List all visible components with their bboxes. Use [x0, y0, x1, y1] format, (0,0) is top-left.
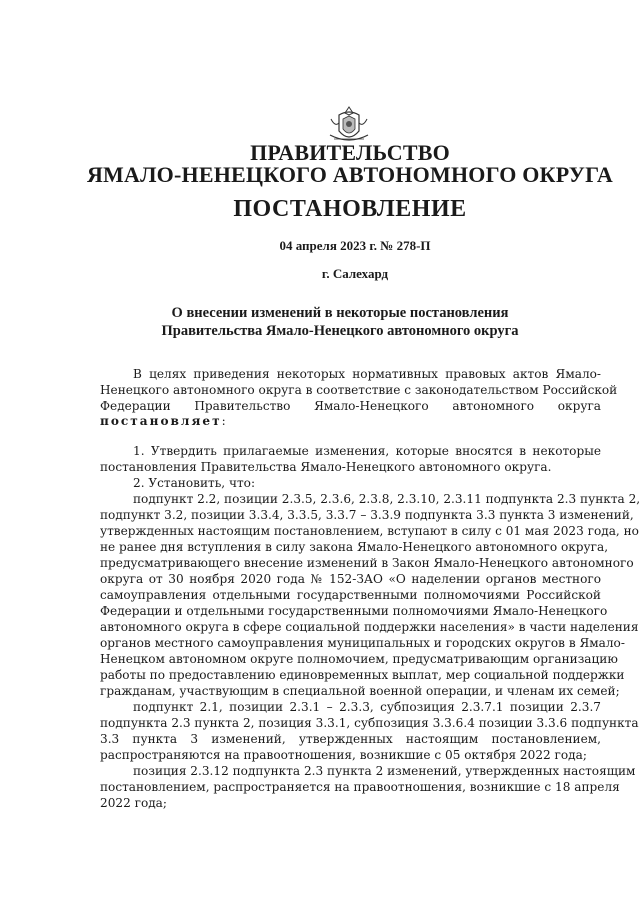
- resolves-word: постановляет: [100, 414, 222, 428]
- intro-line: Ненецкого автономного округа в соответствие с законодательством Российской: [100, 383, 618, 397]
- point-2-line: 2. Установить, что:: [133, 476, 256, 490]
- intro-line: Федерации Правительство Ямало-Ненецкого автономного округа: [100, 399, 601, 413]
- point-1-line: 1. Утвердить прилагаемые изменения, которые вносятся в некоторые: [133, 444, 601, 458]
- resolves-line: [100, 414, 226, 429]
- paragraph-3-line: органов местного самоуправления муниципальных и городских округов в Ямало-: [100, 636, 625, 650]
- paragraph-3-line: автономного округа в сфере социальной поддержки населения» в части наделения: [100, 620, 639, 634]
- paragraph-5-line: постановлением, распространяется на правоотношения, возникшие с 18 апреля: [100, 780, 620, 794]
- subject-line-1: О внесении изменений в некоторые постановления: [171, 305, 509, 321]
- paragraph-3-line: работы по предоставлению единовременных выплат, мер социальной поддержки: [100, 668, 625, 682]
- paragraph-5-line: 2022 года;: [100, 796, 167, 810]
- paragraph-3-line: предусматривающего внесение изменений в Закон Ямало-Ненецкого автономного: [100, 556, 634, 570]
- paragraph-4-line: распространяются на правоотношения, возникшие с 05 октября 2022 года;: [100, 748, 587, 762]
- document-type-title: ПОСТАНОВЛЕНИЕ: [233, 196, 467, 222]
- yamal-coat-of-arms-icon: [326, 105, 372, 145]
- paragraph-3-line: Федерации и отдельными государственными полномочиями Ямало-Ненецкого: [100, 604, 608, 618]
- paragraph-3-line: Ненецком автономном округе полномочием, предусматривающим организацию: [100, 652, 618, 666]
- document-date-number: 04 апреля 2023 г. № 278-П: [279, 238, 431, 253]
- paragraph-3-line: подпункт 3.2, позиции 3.3.4, 3.3.5, 3.3.7 – 3.3.9 подпункта 3.3 пункта 3 изменений,: [100, 508, 634, 522]
- paragraph-4-line: подпункта 2.3 пункта 2, позиция 3.3.1, субпозиция 3.3.6.4 позиции 3.3.6 подпункта: [100, 716, 639, 730]
- paragraph-5-line: позиция 2.3.12 подпункта 2.3 пункта 2 изменений, утвержденных настоящим: [133, 764, 636, 778]
- point-1-line: постановления Правительства Ямало-Ненецкого автономного округа.: [100, 460, 552, 474]
- paragraph-4-line: подпункт 2.1, позиции 2.3.1 – 2.3.3, субпозиция 2.3.7.1 позиции 2.3.7: [133, 700, 601, 714]
- paragraph-3-line: округа от 30 ноября 2020 года № 152-ЗАО «О наделении органов местного: [100, 572, 601, 586]
- intro-line: В целях приведения некоторых нормативных правовых актов Ямало-: [133, 367, 601, 381]
- paragraph-3-line: гражданам, участвующим в специальной военной операции, и членам их семей;: [100, 684, 620, 698]
- paragraph-3-line: не ранее дня вступления в силу закона Ямало-Ненецкого автономного округа,: [100, 540, 609, 554]
- document-city: г. Салехард: [321, 266, 389, 281]
- subject-line-2: Правительства Ямало-Ненецкого автономного округа: [161, 323, 519, 339]
- government-name-line1: ПРАВИТЕЛЬСТВО: [250, 140, 450, 165]
- paragraph-3-line: подпункт 2.2, позиции 2.3.5, 2.3.6, 2.3.8, 2.3.10, 2.3.11 подпункта 2.3 пункта 2,: [133, 492, 640, 506]
- paragraph-4-line: 3.3 пункта 3 изменений, утвержденных настоящим постановлением,: [100, 732, 601, 746]
- paragraph-3-line: самоуправления отдельными государственными полномочиями Российской: [100, 588, 601, 602]
- government-name-line2: ЯМАЛО-НЕНЕЦКОГО АВТОНОМНОГО ОКРУГА: [86, 162, 614, 187]
- resolves-colon: :: [221, 414, 226, 428]
- paragraph-3-line: утвержденных настоящим постановлением, вступают в силу с 01 мая 2023 года, но: [100, 524, 639, 538]
